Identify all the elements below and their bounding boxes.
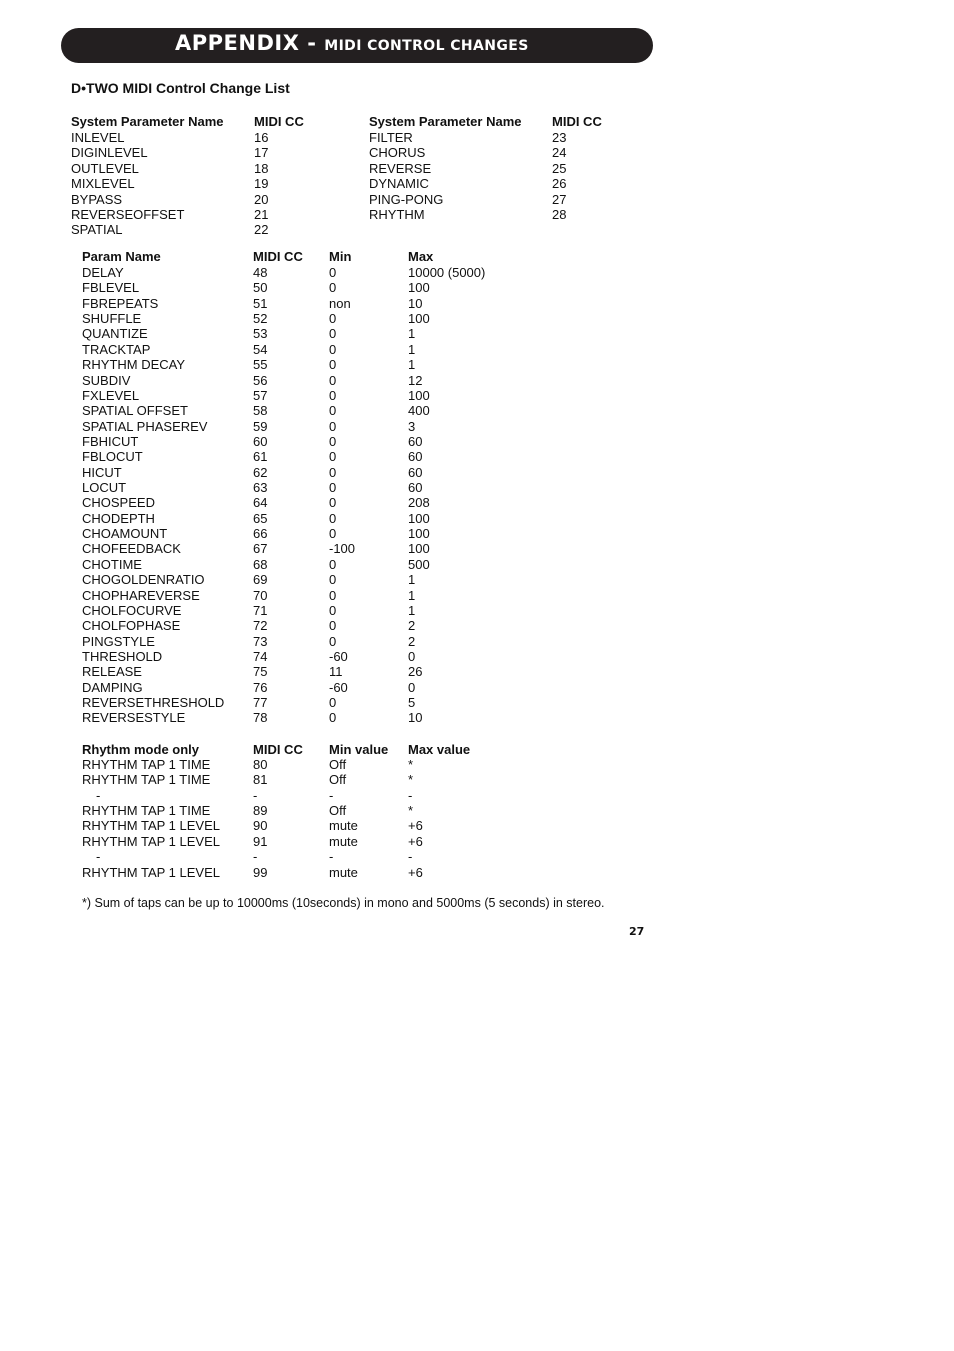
param-table-row-cell: 0 [329, 433, 337, 449]
param-table-row-cell: 48 [253, 265, 268, 280]
param-table-row-cell: 77 [253, 695, 268, 711]
param-table-row-cell: 1 [408, 602, 416, 618]
param-table-row-cell: CHOFEEDBACK [82, 541, 181, 557]
system-table-row-cell: 20 [254, 191, 269, 207]
param-table-row-cell: 100 [408, 280, 430, 296]
param-table-row-cell: 0 [329, 495, 337, 511]
system-table-row-cell: FILTER [369, 130, 413, 145]
page-number: 27 [629, 925, 645, 938]
param-table-row-cell: CHOTIME [82, 556, 142, 572]
rhythm-table-row-cell: 80 [253, 757, 268, 772]
rhythm-table-row-cell: +6 [408, 818, 423, 834]
param-table-row-cell: 12 [408, 372, 423, 388]
rhythm-table-row-cell: * [408, 772, 414, 788]
param-table-row-cell: 75 [253, 664, 268, 680]
system-table-row-cell: SPATIAL [71, 222, 123, 238]
param-table-row-cell: 3 [408, 418, 416, 434]
param-table-row-cell: 57 [253, 387, 268, 403]
system-table-row-cell: 22 [254, 222, 269, 238]
param-table-row-cell: FBLEVEL [82, 280, 140, 296]
system-table-row-cell: 25 [552, 160, 567, 176]
param-table-row-cell: FXLEVEL [82, 387, 140, 403]
param-table-row-cell: 61 [253, 449, 268, 465]
param-table-row-cell: 73 [253, 633, 268, 649]
param-table-row-cell: 0 [329, 556, 337, 572]
system-table-row-cell: 18 [254, 160, 269, 176]
param-table-row-cell: 1 [408, 587, 416, 603]
param-table-row-cell: REVERSESTYLE [82, 710, 186, 726]
param-table-row-cell: 67 [253, 541, 268, 557]
param-table-row-cell: 0 [329, 387, 337, 403]
param-table-row-cell: 71 [253, 602, 268, 618]
param-table-header-cell: Max [408, 249, 434, 264]
param-table-row-cell: PINGSTYLE [82, 633, 155, 649]
param-table-row-cell: SUBDIV [82, 372, 131, 388]
param-table-row-cell: 500 [408, 556, 430, 572]
param-table-row-cell: 64 [253, 495, 268, 511]
system-table-row-cell: INLEVEL [71, 130, 125, 145]
banner-title [175, 31, 529, 55]
rhythm-table-row-cell: 89 [253, 803, 268, 819]
param-table-row-cell: -60 [329, 679, 348, 695]
param-table-row-cell: 1 [408, 357, 416, 373]
param-table-row-cell: 0 [329, 372, 337, 388]
banner-title-sub: MIDI CONTROL CHANGES [324, 38, 529, 54]
rhythm-table-row-cell: RHYTHM TAP 1 LEVEL [82, 833, 220, 849]
rhythm-table-row-cell: - [96, 787, 101, 803]
rhythm-table-row-cell: Off [329, 772, 347, 788]
system-table-row-cell: 19 [254, 176, 269, 192]
param-table-row-cell: RHYTHM DECAY [82, 357, 186, 373]
param-table-row-cell: 0 [329, 280, 337, 296]
param-table-row-cell: 5 [408, 695, 416, 711]
system-table-row-cell: MIXLEVEL [71, 176, 135, 192]
param-table-row-cell: 0 [329, 526, 337, 542]
param-table-row-cell: 78 [253, 710, 268, 726]
param-table-row-cell: CHOLFOPHASE [82, 618, 181, 634]
param-table-row-cell: 0 [329, 418, 337, 434]
param-table-row-cell: 0 [329, 572, 337, 588]
rhythm-table-row-cell: +6 [408, 864, 423, 880]
system-table-row-cell: 24 [552, 145, 567, 161]
system-table-row-cell: 26 [552, 176, 567, 192]
param-table-row-cell: SPATIAL PHASEREV [82, 418, 208, 434]
rhythm-table-row-cell: RHYTHM TAP 1 LEVEL [82, 864, 220, 880]
param-table-row-cell: REVERSETHRESHOLD [82, 695, 225, 711]
param-table-row-cell: SHUFFLE [82, 311, 142, 327]
rhythm-table-header-cell: MIDI CC [253, 742, 303, 757]
param-table-row-cell: -100 [329, 541, 356, 557]
param-table-row-cell: 0 [329, 618, 337, 634]
rhythm-table-header-cell: Rhythm mode only [82, 742, 200, 757]
rhythm-table-row-cell: Off [329, 803, 347, 819]
system-table-row-cell: 17 [254, 145, 269, 161]
param-table-row-cell: 68 [253, 556, 268, 572]
rhythm-table-row-cell: 81 [253, 772, 268, 788]
param-table-row-cell: 11 [329, 664, 343, 680]
rhythm-table-row-cell: mute [329, 818, 358, 834]
param-table-row-cell: 0 [329, 587, 337, 603]
system-table-header-cell: System Parameter Name [369, 114, 522, 129]
param-table-row-cell: 0 [329, 341, 337, 357]
rhythm-table-header-cell: Max value [408, 742, 471, 757]
system-table-row-cell: REVERSEOFFSET [71, 207, 185, 222]
rhythm-table-row-cell: * [408, 757, 414, 772]
appendix-banner [61, 28, 653, 63]
param-table-row-cell: RELEASE [82, 664, 142, 680]
param-table-row-cell: TRACKTAP [82, 341, 151, 357]
param-table-row-cell: 1 [408, 326, 416, 342]
param-table-row-cell: 0 [329, 602, 337, 618]
param-table-row-cell: THRESHOLD [82, 649, 163, 664]
param-table-row-cell: 10 [408, 295, 423, 311]
system-table-row-cell: REVERSE [369, 160, 432, 176]
param-table-row-cell: 26 [408, 664, 423, 680]
param-table-row-cell: CHOSPEED [82, 495, 155, 511]
param-table-row-cell: 100 [408, 510, 430, 526]
rhythm-table-row-cell: mute [329, 833, 358, 849]
param-table-row-cell: 70 [253, 587, 268, 603]
param-table-row-cell: 52 [253, 311, 268, 327]
param-table-row-cell: 0 [329, 357, 337, 373]
param-table-row-cell: SPATIAL OFFSET [82, 403, 188, 419]
section-heading: D•TWO MIDI Control Change List [71, 80, 290, 96]
param-table-row-cell: 66 [253, 526, 268, 542]
param-table-row-cell: FBLOCUT [82, 449, 143, 465]
param-table-row-cell: 10000 (5000) [408, 265, 486, 280]
param-table-row-cell: 2 [408, 618, 416, 634]
param-table-row-cell: 10 [408, 710, 423, 726]
rhythm-table-row-cell: - [329, 787, 334, 803]
rhythm-table-row-cell: RHYTHM TAP 1 TIME [82, 772, 211, 788]
rhythm-table-row-cell: Off [329, 757, 347, 772]
param-table-row-cell: 400 [408, 403, 430, 419]
param-table-row-cell: 0 [329, 633, 337, 649]
rhythm-table-row-cell: mute [329, 864, 358, 880]
rhythm-table-row-cell: * [408, 803, 414, 819]
param-table-row-cell: 0 [329, 326, 337, 342]
banner-title-main: APPENDIX - [175, 31, 325, 55]
param-table-row-cell: LOCUT [82, 480, 127, 496]
system-table-row-cell: DYNAMIC [369, 176, 429, 192]
param-table-row-cell: CHODEPTH [82, 510, 155, 526]
param-table-row-cell: 100 [408, 541, 430, 557]
param-table-row-cell: non [329, 295, 351, 311]
system-table-header-cell: System Parameter Name [71, 114, 224, 129]
param-table-row-cell: 0 [329, 710, 337, 726]
rhythm-table-row-cell: - [329, 849, 334, 865]
param-table-row-cell: 60 [253, 433, 268, 449]
param-table-row-cell: 60 [408, 464, 423, 480]
param-table-row-cell: 51 [253, 295, 268, 311]
param-table-row-cell: 74 [253, 649, 268, 664]
param-table-row-cell: 2 [408, 633, 416, 649]
param-table-row-cell: CHOPHAREVERSE [82, 587, 200, 603]
system-table-row-cell: CHORUS [369, 145, 426, 161]
system-table-row-cell: 21 [254, 207, 269, 222]
param-table-header-cell: Min [329, 249, 352, 264]
param-table-row-cell: CHOGOLDENRATIO [82, 572, 205, 588]
rhythm-table-row-cell: - [253, 787, 258, 803]
param-table-header-cell: Param Name [82, 249, 161, 264]
param-table-header-cell: MIDI CC [253, 249, 303, 264]
rhythm-table-row-cell: RHYTHM TAP 1 LEVEL [82, 818, 220, 834]
param-table-row-cell: 55 [253, 357, 268, 373]
system-table-row-cell: DIGINLEVEL [71, 145, 148, 161]
param-table-row-cell: 100 [408, 387, 430, 403]
param-table-row-cell: -60 [329, 649, 348, 664]
param-table-row-cell: 76 [253, 679, 268, 695]
param-table-row-cell: 62 [253, 464, 268, 480]
param-table-row-cell: 60 [408, 480, 423, 496]
system-table-row-cell: PING-PONG [369, 191, 444, 207]
param-table-row-cell: 59 [253, 418, 268, 434]
system-table-row-cell: RHYTHM [369, 207, 425, 222]
rhythm-table-row-cell: RHYTHM TAP 1 TIME [82, 803, 211, 819]
param-table-row-cell: 53 [253, 326, 268, 342]
param-table-row-cell: 100 [408, 311, 430, 327]
param-table-row-cell: 50 [253, 280, 268, 296]
param-table-row-cell: 0 [329, 464, 337, 480]
param-table-row-cell: QUANTIZE [82, 326, 148, 342]
param-table-row-cell: CHOLFOCURVE [82, 602, 182, 618]
system-table-header-cell: MIDI CC [254, 114, 304, 129]
footnote: *) Sum of taps can be up to 10000ms (10seconds) in mono and 5000ms (5 seconds) in stereo. [82, 896, 605, 910]
param-table-row-cell: 63 [253, 480, 268, 496]
system-table-row-cell: 23 [552, 130, 567, 145]
system-table-row-cell: 28 [552, 207, 567, 222]
rhythm-table-row-cell: 90 [253, 818, 268, 834]
param-table-row-cell: 0 [329, 265, 337, 280]
param-table-row-cell: 1 [408, 572, 416, 588]
param-table-row-cell: FBHICUT [82, 433, 139, 449]
param-table-row-cell: 72 [253, 618, 268, 634]
system-table-row-cell: 27 [552, 191, 567, 207]
system-table-row-cell: 16 [254, 130, 269, 145]
rhythm-table-row-cell: 91 [253, 833, 268, 849]
param-table-row-cell: 0 [329, 695, 337, 711]
param-table-row-cell: DAMPING [82, 679, 143, 695]
system-table-row-cell: OUTLEVEL [71, 160, 139, 176]
system-table-header-cell: MIDI CC [552, 114, 602, 129]
rhythm-table-header-cell: Min value [329, 742, 389, 757]
param-table-row-cell: 69 [253, 572, 268, 588]
param-table-row-cell: 0 [329, 449, 337, 465]
param-table-row-cell: 100 [408, 526, 430, 542]
rhythm-table-row-cell: - [408, 787, 413, 803]
param-table-row-cell: 208 [408, 495, 430, 511]
rhythm-table-row-cell: RHYTHM TAP 1 TIME [82, 757, 211, 772]
rhythm-table-row-cell: - [96, 849, 101, 865]
param-table-row-cell: 1 [408, 341, 416, 357]
rhythm-table-row-cell: +6 [408, 833, 423, 849]
param-table-row-cell: 0 [329, 311, 337, 327]
param-table-row-cell: 65 [253, 510, 268, 526]
param-table-row-cell: DELAY [82, 265, 124, 280]
param-table-row-cell: 56 [253, 372, 268, 388]
param-table-row-cell: 58 [253, 403, 268, 419]
param-table-row-cell: 0 [329, 403, 337, 419]
param-table-row-cell: 54 [253, 341, 268, 357]
param-table-row-cell: 60 [408, 449, 423, 465]
param-table-row-cell: 60 [408, 433, 423, 449]
param-table-row-cell: CHOAMOUNT [82, 526, 168, 542]
param-table-row-cell: FBREPEATS [82, 295, 159, 311]
rhythm-table-row-cell: - [253, 849, 258, 865]
system-table-row-cell: BYPASS [71, 191, 123, 207]
param-table-row-cell: 0 [329, 480, 337, 496]
param-table-row-cell: 0 [329, 510, 337, 526]
rhythm-table-row-cell: - [408, 849, 413, 865]
param-table-row-cell: 0 [408, 649, 416, 664]
param-table-row-cell: 0 [408, 679, 416, 695]
param-table-row-cell: HICUT [82, 464, 122, 480]
rhythm-table-row-cell: 99 [253, 864, 268, 880]
